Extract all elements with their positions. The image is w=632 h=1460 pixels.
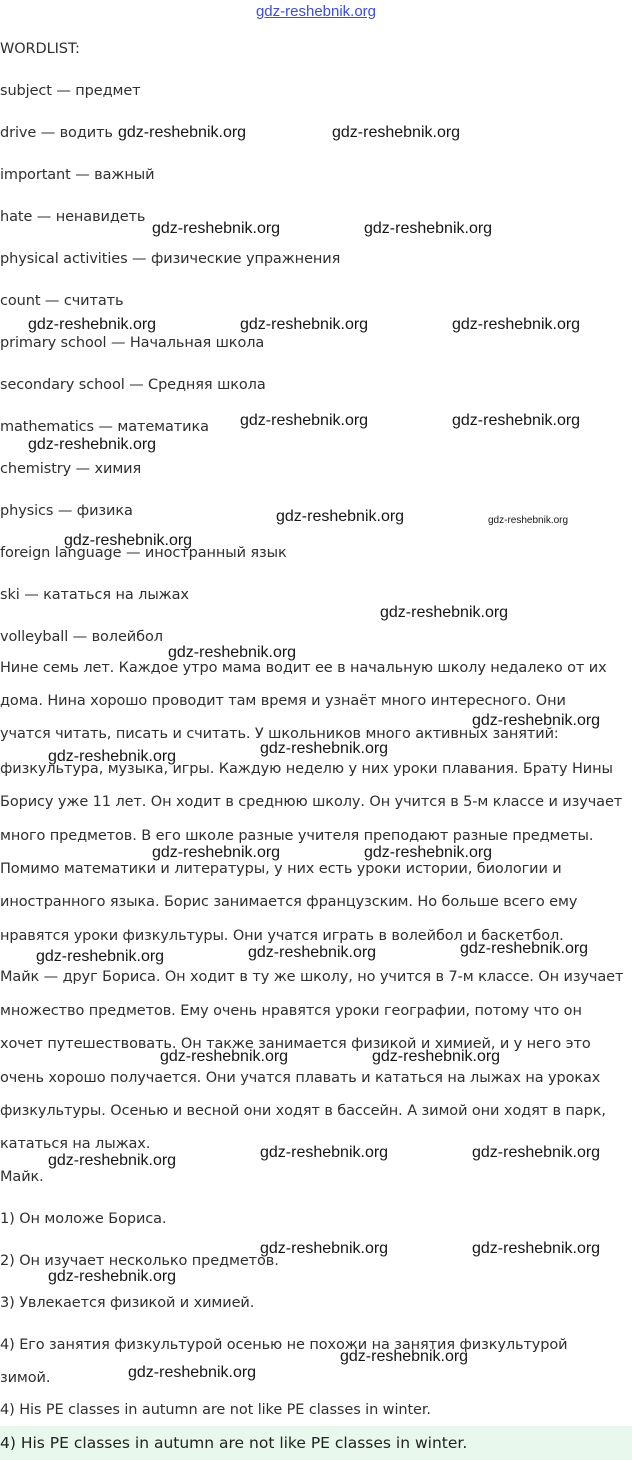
watermark: gdz-reshebnik.org [168,644,297,661]
watermark: gdz-reshebnik.org [248,944,377,961]
watermark: gdz-reshebnik.org [452,412,581,429]
watermark: gdz-reshebnik.org [340,1348,469,1365]
site-link[interactable]: gdz-reshebnik.org [255,3,377,20]
word-item: hate — ненавидеть [0,209,146,225]
text-line: нравятся уроки физкультуры. Они учатся играть в волейбол и баскетбол. [0,928,564,944]
text-line: много предметов. В его школе разные учителя преподают разные предметы. [0,828,594,844]
word-item: physics — физика [0,503,133,519]
word-item: important — важный [0,167,155,183]
text-line: очень хорошо получается. Они учатся плавать и кататься на лыжах на уроках [0,1070,601,1086]
watermark: gdz-reshebnik.org [472,1144,601,1161]
question-line: 4) Его занятия физкультурой осенью не похожи на занятия физкультурой [0,1337,568,1353]
question-line: 3) Увлекается физикой и химией. [0,1295,255,1311]
word-item: physical activities — физические упражнения [0,251,341,267]
watermark: gdz-reshebnik.org [472,1240,601,1257]
watermark: gdz-reshebnik.org [460,940,589,957]
watermark: gdz-reshebnik.org [260,1240,389,1257]
question-line: зимой. [0,1370,51,1386]
watermark: gdz-reshebnik.org [152,844,281,861]
watermark: gdz-reshebnik.org [260,740,389,757]
answer-box [0,1426,632,1460]
watermark: gdz-reshebnik.org [28,316,157,333]
watermark: gdz-reshebnik.org [452,316,581,333]
word-item: mathematics — математика [0,419,209,435]
word-item: drive — водить [0,125,113,141]
wordlist-title: WORDLIST: [0,41,80,57]
watermark: gdz-reshebnik.org [364,844,493,861]
text-line: Помимо математики и литературы, у них есть уроки истории, биологии и [0,861,562,877]
watermark: gdz-reshebnik.org [240,412,369,429]
watermark: gdz-reshebnik.org [380,604,509,621]
watermark: gdz-reshebnik.org [48,1152,177,1169]
word-item: secondary school — Средняя школа [0,377,266,393]
answer-text: 4) His PE classes in autumn are not like PE classes in winter. [0,1434,468,1452]
text-line: физкультуры. Осенью и весной они ходят в бассейн. А зимой они ходят в парк, [0,1103,606,1119]
watermark: gdz-reshebnik.org [240,316,369,333]
question-line: 4) His PE classes in autumn are not like PE classes in winter. [0,1402,431,1418]
word-item: foreign language — иностранный язык [0,545,287,561]
word-item: chemistry — химия [0,461,142,477]
watermark: gdz-reshebnik.org [48,748,177,765]
text-line: дома. Нина хорошо проводит там время и узнаёт много интересного. Они [0,693,566,709]
text-line: Нине семь лет. Каждое утро мама водит ее в начальную школу недалеко от их [0,660,607,676]
watermark: gdz-reshebnik.org [472,712,601,729]
watermark: gdz-reshebnik.org [28,436,157,453]
text-line: хочет путешествовать. Он также занимается физикой и химией, и у него это [0,1036,591,1052]
watermark: gdz-reshebnik.org [372,1048,501,1065]
question-line: Майк. [0,1169,44,1185]
watermark: gdz-reshebnik.org [118,124,247,141]
text-line: Борису уже 11 лет. Он ходит в среднюю школу. Он учится в 5-м классе и изучает [0,794,623,810]
watermark: gdz-reshebnik.org [160,1048,289,1065]
watermark: gdz-reshebnik.org [488,515,569,526]
text-line: Майк — друг Бориса. Он ходит в ту же школу, но учится в 7-м классе. Он изучает [0,969,624,985]
word-item: ski — кататься на лыжах [0,587,189,603]
watermark: gdz-reshebnik.org [332,124,461,141]
text-line: множество предметов. Ему очень нравятся уроки географии, потому что он [0,1003,582,1019]
watermark: gdz-reshebnik.org [36,948,165,965]
text-line: физкультура, музыка, игры. Каждую неделю у них уроки плавания. Брату Нины [0,761,613,777]
text-line: иностранного языка. Борис занимается французским. Но больше всего ему [0,894,578,910]
watermark: gdz-reshebnik.org [128,1364,257,1381]
text-line: кататься на лыжах. [0,1136,151,1152]
question-line: 2) Он изучает несколько предметов. [0,1253,279,1269]
text-line: учатся читать, писать и считать. У школьников много активных занятий: [0,726,559,742]
word-item: subject — предмет [0,83,141,99]
watermark: gdz-reshebnik.org [276,508,405,525]
watermark: gdz-reshebnik.org [152,220,281,237]
watermark: gdz-reshebnik.org [364,220,493,237]
word-item: volleyball — волейбол [0,629,163,645]
word-item: primary school — Начальная школа [0,335,265,351]
watermark: gdz-reshebnik.org [48,1268,177,1285]
question-line: 1) Он моложе Бориса. [0,1211,167,1227]
watermark: gdz-reshebnik.org [64,532,193,549]
word-item: count — считать [0,293,124,309]
watermark: gdz-reshebnik.org [260,1144,389,1161]
